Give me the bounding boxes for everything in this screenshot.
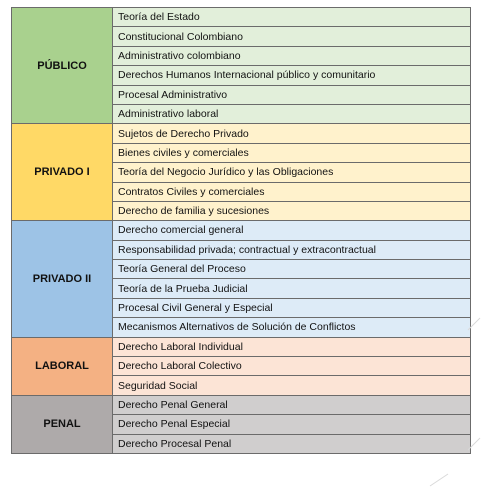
subject-cell: Derecho de familia y sucesiones [113,201,471,220]
category-cell: LABORAL [12,337,113,395]
law-areas-table [11,7,471,454]
subject-cell: Derecho comercial general [113,221,471,240]
category-cell: PENAL [12,395,113,453]
subject-cell: Derecho Laboral Individual [113,337,471,356]
subject-cell: Derechos Humanos Internacional público y comunitario [113,66,471,85]
subject-cell: Derecho Laboral Colectivo [113,357,471,376]
subject-cell: Constitucional Colombiano [113,27,471,46]
subject-cell: Bienes civiles y comerciales [113,143,471,162]
subject-cell: Seguridad Social [113,376,471,395]
subject-cell: Derecho Penal General [113,395,471,414]
table-row [12,8,471,27]
subject-cell: Derecho Procesal Penal [113,434,471,453]
category-cell: PRIVADO I [12,124,113,221]
subject-cell: Responsabilidad privada; contractual y extracontractual [113,240,471,259]
subject-cell: Teoría General del Proceso [113,260,471,279]
category-cell: PRIVADO II [12,221,113,337]
table-row [12,395,471,414]
subject-cell: Teoría del Negocio Jurídico y las Obligaciones [113,163,471,182]
law-areas-table-body [12,8,471,454]
table-row [12,337,471,356]
subject-cell: Contratos Civiles y comerciales [113,182,471,201]
subject-cell: Administrativo laboral [113,104,471,123]
subject-cell: Sujetos de Derecho Privado [113,124,471,143]
subject-cell: Mecanismos Alternativos de Solución de Conflictos [113,318,471,337]
table-row [12,221,471,240]
subject-cell: Teoría del Estado [113,8,471,27]
table-row [12,124,471,143]
subject-cell: Procesal Civil General y Especial [113,298,471,317]
subject-cell: Derecho Penal Especial [113,415,471,434]
category-cell: PÚBLICO [12,8,113,124]
subject-cell: Administrativo colombiano [113,46,471,65]
subject-cell: Procesal Administrativo [113,85,471,104]
subject-cell: Teoría de la Prueba Judicial [113,279,471,298]
